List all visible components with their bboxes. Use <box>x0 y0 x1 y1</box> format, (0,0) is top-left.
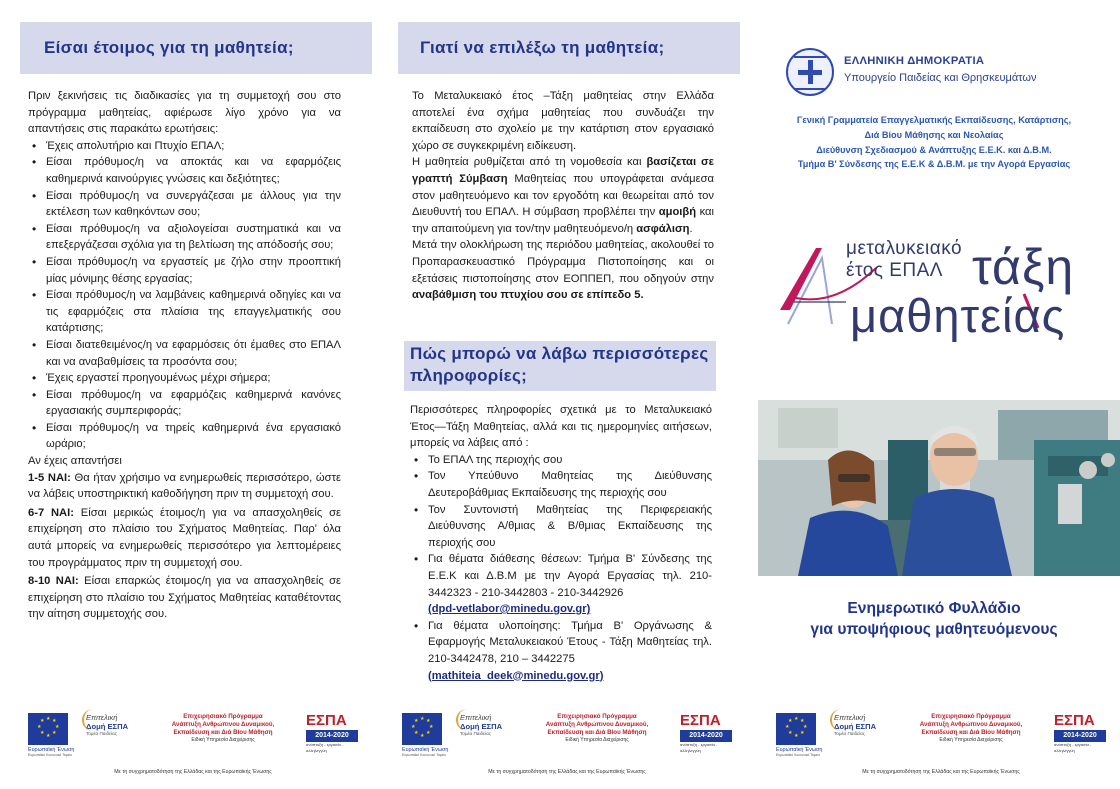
result-8-10: 8-10 ΝΑΙ: Είσαι επαρκώς έτοιμος/η για να απασχοληθείς σε επιχείρηση στο πλαίσιο του Σχήματος Μαθητείας καταθέτοντας την αίτηση συμμετοχής σου. <box>28 575 341 621</box>
info-source-item: • Το ΕΠΑΛ της περιοχής σου <box>410 452 712 469</box>
funding-logos <box>28 713 358 775</box>
espa-logo: ΕΣΠΑ 2014-2020 ανάπτυξη - εργασία - αλληλεγγύη <box>680 713 732 754</box>
question-item: • Είσαι πρόθυμος/η να συνεργάζεσαι με άλλους για την εκτέλεση των καθηκόντων σου; <box>28 188 341 221</box>
info-sources <box>410 452 712 684</box>
workshop-photo <box>758 400 1120 576</box>
why-text <box>412 88 714 304</box>
question-item: • Είσαι πρόθυμος/η να λαμβάνεις καθημερινά οδηγίες και να τις εφαρμόζεις στα πλαίσια της επαγγελματικής σου κατάρτισης; <box>28 287 341 337</box>
panel-cover <box>748 0 1120 789</box>
contact-implementation: • Για θέματα υλοποίησης: Τμήμα Β' Οργάνωσης & Εφαρμογής Μεταλυκειακού Έτους - Τάξη Μαθητείας τηλ. 210-3442478, 210 – 3442275 (mathiteia_deek@minedu.gov.gr) <box>410 618 712 684</box>
question-item: • Έχεις εργαστεί προηγουμένως μέχρι σήμερα; <box>28 370 341 387</box>
leaflet-title: Ενημερωτικό Φυλλάδιο για υποψήφιους μαθητευόμενους <box>810 600 1058 638</box>
why-p1: Το Μεταλυκειακό έτος –Τάξη μαθητείας στην Ελλάδα αποτελεί ένα σχήμα μαθητείας που συνδυάζει την εκπαίδευση στο σχολείο με την κατάρτιση στον εργασιακό χώρο σε συγκεκριμένη ειδίκευση. <box>412 90 714 152</box>
eu-logo: ★ ★ ★ ★ ★ ★ ★ ★ Ευρωπαϊκή Ένωση Ευρωπαϊκό Κοινωνικό Ταμείο <box>776 713 820 757</box>
question-item: • Είσαι πρόθυμος/η να αξιολογείσαι συστηματικά και να επεξεργάζεσαι σχόλια για τη βελτίωση της απόδοσής σου; <box>28 221 341 254</box>
brand-mathiteias: μαθητείας <box>850 289 1066 342</box>
espa-unit-logo: Επιτελική Δομή ΕΣΠΑ Τομέα Παιδείας <box>460 713 522 737</box>
operational-programme-logo: Επιχειρησιακό Πρόγραμμα Ανάπτυξη Ανθρώπινου Δυναμικού, Εκπαίδευση και Διά Βίου Μάθηση Ειδική Υπηρεσία Διαχείρισης <box>545 713 649 744</box>
apprenticeship-logo <box>776 228 1096 356</box>
eu-logo: ★ ★ ★ ★ ★ ★ ★ ★ Ευρωπαϊκή Ένωση Ευρωπαϊκό Κοινωνικό Ταμείο <box>28 713 72 757</box>
question-item: • Είσαι πρόθυμος/η να τηρείς καθημερινά ένα εργασιακό ωράριο; <box>28 420 341 453</box>
answered-label: Αν έχεις απαντήσει <box>28 455 122 468</box>
why-p2: Η μαθητεία ρυθμίζεται από τη νομοθεσία και βασίζεται σε γραπτή Σύμβαση Μαθητείας που υπογράφεται ανάμεσα στον μαθητευόμενο και τον εργοδότη και θεωρείται από τον Διευθυντή του ΕΠΑΛ. Η σύμβαση προβλέπει την αμοιβή και την απαιτούμενη για τον/την μαθητευόμενο/η ασφάλιση. <box>412 156 714 235</box>
ministry-name: Υπουργείο Παιδείας και Θρησκευμάτων <box>844 72 1037 84</box>
brand-line2: έτος ΕΠΑΛ <box>846 260 943 281</box>
eu-logo: ★ ★ ★ ★ ★ ★ ★ ★ Ευρωπαϊκή Ένωση Ευρωπαϊκό Κοινωνικό Ταμείο <box>402 713 446 757</box>
brand-line1: μεταλυκειακό <box>846 238 963 259</box>
panel-why <box>380 0 740 789</box>
cofunding-note: Με τη συγχρηματοδότηση της Ελλάδας και της Ευρωπαϊκής Ένωσης <box>114 769 272 775</box>
cofunding-note: Με τη συγχρηματοδότηση της Ελλάδας και της Ευρωπαϊκής Ένωσης <box>488 769 646 775</box>
heading-more-info: Πώς μπορώ να λάβω περισσότερες πληροφορίες; <box>404 341 716 391</box>
info-intro: Περισσότερες πληροφορίες σχετικά με το Μεταλυκειακό Έτος—Τάξη Μαθητείας, αλλά και τις ημερομηνίες αιτήσεων, μπορείς να λάβεις από : <box>410 404 712 450</box>
eu-flag-icon: ★ ★ ★ ★ ★ ★ ★ ★ <box>402 713 442 745</box>
result-6-7: 6-7 ΝΑΙ: Είσαι μερικώς έτοιμος/η για να απασχοληθείς σε επιχείρηση στο πλαίσιο του Σχήματος Μαθητείας. Παρ' όλα αυτά μπορείς να ενημερωθείς περισσότερο για λεπτομέρειες του προγράμματος πριν τη συμμετοχή σου. <box>28 506 341 569</box>
info-source-item: • Τον Υπεύθυνο Μαθητείας της Διεύθυνσης Δευτεροβάθμιας Εκπαίδευσης της περιοχής σου <box>410 468 712 501</box>
question-item: • Έχεις απολυτήριο και Πτυχίο ΕΠΑΛ; <box>28 138 341 155</box>
republic-name: ΕΛΛΗΝΙΚΗ ΔΗΜΟΚΡΑΤΙΑ <box>844 55 985 67</box>
heading-readiness: Είσαι έτοιμος για τη μαθητεία; <box>20 22 372 74</box>
readiness-intro: Πριν ξεκινήσεις τις διαδικασίες για τη συμμετοχή σου στο πρόγραμμα μαθητείας, αφιέρωσε λίγο χρόνο για να απαντήσεις στις παρακάτω ερωτήσεις: <box>28 90 341 136</box>
question-item: • Είσαι πρόθυμος/η να εργαστείς με ζήλο στην προοπτική μίας μόνιμης θέσης εργασίας; <box>28 254 341 287</box>
eu-flag-icon: ★ ★ ★ ★ ★ ★ ★ ★ <box>776 713 816 745</box>
why-p3: Μετά την ολοκλήρωση της περιόδου μαθητείας, ακολουθεί το Προπαρασκευαστικό Πρόγραμμα Πιστοποίησης και οι εξετάσεις πιστοποίησης στον ΕΟΠΠΕΠ, που οδηγούν στην αναβάθμιση του πτυχίου σου σε επίπεδο 5. <box>412 239 714 302</box>
info-source-item: • Τον Συντονιστή Μαθητείας της Περιφερειακής Διεύθυνσης Α/θμιας & Β/θμιας Εκπαίδευσης της περιοχής σου <box>410 502 712 552</box>
question-item: • Είσαι πρόθυμος/η να εφαρμόζεις καθημερινά κανόνες εργασιακής συμπεριφοράς; <box>28 387 341 420</box>
workshop-photo-image <box>758 400 1120 576</box>
email-link-mathiteia[interactable]: (mathiteia_deek@minedu.gov.gr) <box>428 669 604 682</box>
brand-taxi: τάξη <box>972 239 1075 295</box>
heading-why: Γιατί να επιλέξω τη μαθητεία; <box>398 22 740 74</box>
readiness-questions <box>28 138 341 453</box>
espa-logo: ΕΣΠΑ 2014-2020 ανάπτυξη - εργασία - αλληλεγγύη <box>1054 713 1106 754</box>
espa-logo: ΕΣΠΑ 2014-2020 ανάπτυξη - εργασία - αλληλεγγύη <box>306 713 358 754</box>
secretariat-block: Γενική Γραμματεία Επαγγελματικής Εκπαίδευσης, Κατάρτισης, Διά Βίου Μάθησης και Νεολαίας Διεύθυνση Σχεδιασμού & Ανάπτυξης Ε.Ε.Κ. και Δ.Β.Μ. Τμήμα Β' Σύνδεσης της Ε.Ε.Κ & Δ.Β.Μ. με την Αγορά Εργασίας <box>796 115 1072 170</box>
espa-unit-logo: Επιτελική Δομή ΕΣΠΑ Τομέα Παιδείας <box>86 713 148 737</box>
funding-logos <box>776 713 1106 775</box>
greek-emblem-icon <box>786 48 834 96</box>
info-text <box>410 402 712 684</box>
question-item: • Είσαι πρόθυμος/η να αποκτάς και να εφαρμόζεις καθημερινά καινούργιες γνώσεις και δεξιότητες; <box>28 154 341 187</box>
eu-flag-icon: ★ ★ ★ ★ ★ ★ ★ ★ <box>28 713 68 745</box>
funding-logos <box>402 713 732 775</box>
operational-programme-logo: Επιχειρησιακό Πρόγραμμα Ανάπτυξη Ανθρώπινου Δυναμικού, Εκπαίδευση και Διά Βίου Μάθηση Ειδική Υπηρεσία Διαχείρισης <box>171 713 275 744</box>
readiness-text <box>28 88 341 623</box>
espa-unit-logo: Επιτελική Δομή ΕΣΠΑ Τομέα Παιδείας <box>834 713 896 737</box>
operational-programme-logo: Επιχειρησιακό Πρόγραμμα Ανάπτυξη Ανθρώπινου Δυναμικού, Εκπαίδευση και Διά Βίου Μάθηση Ειδική Υπηρεσία Διαχείρισης <box>919 713 1023 744</box>
cofunding-note: Με τη συγχρηματοδότηση της Ελλάδας και της Ευρωπαϊκής Ένωσης <box>862 769 1020 775</box>
contact-positions: • Για θέματα διάθεσης θέσεων: Τμήμα Β' Σύνδεσης της Ε.Ε.Κ και Δ.Β.Μ με την Αγορά Εργασίας τηλ. 210-3442323 - 210-3442803 - 210-3442926 (dpd-vetlabor@minedu.gov.gr) <box>410 551 712 617</box>
question-item: • Είσαι διατεθειμένος/η να εφαρμόσεις ότι έμαθες στο ΕΠΑΛ και να αναβαθμίσεις τα προσόντα σου; <box>28 337 341 370</box>
result-1-5: 1-5 ΝΑΙ: Θα ήταν χρήσιμο να ενημερωθείς περισσότερο, ώστε να λάβεις υποστηρικτική καθοδήγηση πριν τη συμμετοχή σου. <box>28 471 341 501</box>
panel-readiness <box>0 0 372 789</box>
email-link-vetlabor[interactable]: (dpd-vetlabor@minedu.gov.gr) <box>428 603 591 616</box>
